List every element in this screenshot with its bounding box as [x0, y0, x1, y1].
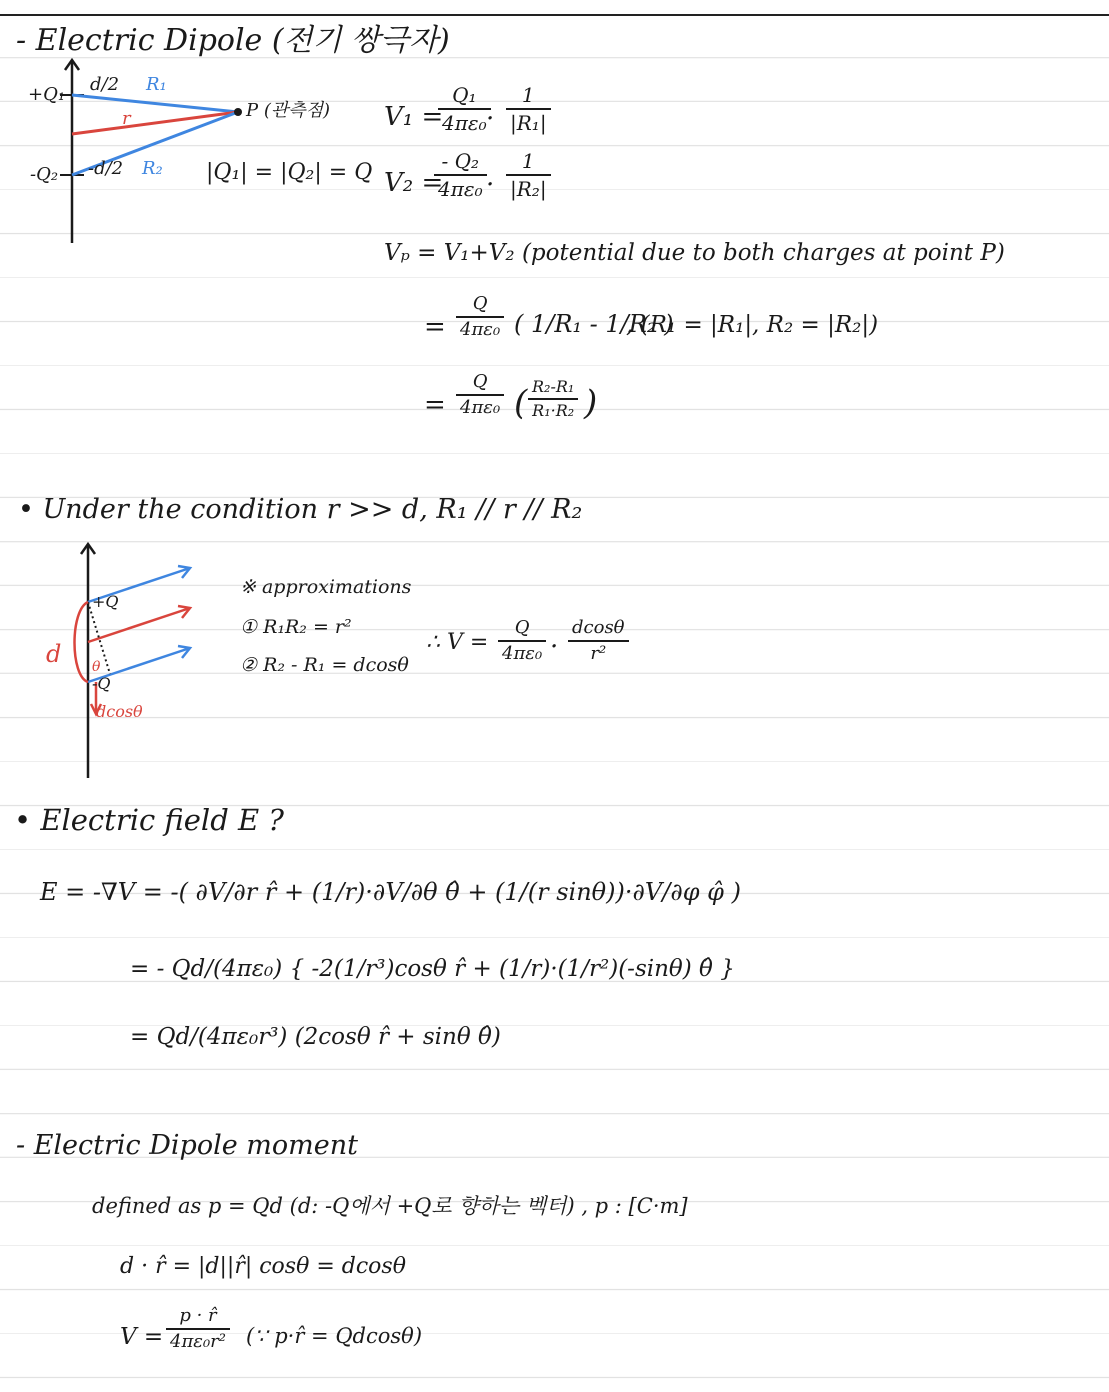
- label-minus-q2: -Q₂: [30, 164, 59, 185]
- label-R1: R₁: [146, 74, 167, 95]
- label-Q-top: +Q: [92, 592, 119, 611]
- result-frac1: $\frac{Q}{\text{4πε₀}}$: [498, 618, 546, 664]
- condition-line: • Under the condition r >> d, R₁ // r // R₂: [18, 494, 583, 525]
- moment-def: defined as p = Qd (d: -Q에서 +Q로 향하는 벡터) , p : [C·m]: [92, 1194, 688, 1218]
- moment-v-frac: $\frac{p \cdot r̂}{\text{4πε₀r²}}$: [166, 1306, 230, 1352]
- line2-paren: ( 1/R₁ - 1/R₂ ): [514, 310, 674, 338]
- v1-lhs: V₁ =: [384, 102, 444, 132]
- label-Q-bot: -Q: [92, 674, 111, 693]
- line3-eq: =: [424, 390, 446, 420]
- label-plus-q1: +Q₁: [28, 84, 66, 105]
- paren-close: ): [584, 383, 598, 423]
- paren-open: (: [514, 383, 528, 423]
- moment-dot: d · r̂ = |d||r̂| cosθ = dcosθ: [120, 1254, 406, 1279]
- section-title-moment: - Electric Dipole moment: [16, 1130, 358, 1161]
- label-r: r: [122, 108, 131, 129]
- magnitude-eq: |Q₁| = |Q₂| = Q: [206, 160, 373, 185]
- label-dcos: dcosθ: [96, 702, 143, 721]
- line2-note: , (R₁ = |R₁|, R₂ = |R₂|): [626, 312, 879, 338]
- result-lhs: ∴ V =: [426, 630, 489, 655]
- label-d-half: d/2: [90, 74, 120, 95]
- label-minus-d-half: -d/2: [88, 158, 124, 179]
- line3-inner-frac: $\frac{\text{R₂-R₁}}{\text{R₁·R₂}}$: [528, 378, 578, 419]
- v2-lhs: V₂ =: [384, 168, 444, 198]
- approx-1: ① R₁R₂ = r²: [240, 616, 352, 638]
- label-theta: θ: [92, 659, 101, 675]
- field-line1: E = -∇V = -( ∂V/∂r r̂ + (1/r)·∂V/∂θ θ̂ + (1/(r sinθ))·∂V/∂φ φ̂ ): [40, 878, 741, 906]
- v1-frac1: $\frac{\text{Q₁}}{\text{4πε₀}}$: [438, 84, 491, 134]
- dot: ·: [486, 170, 495, 200]
- approx-2: ② R₂ - R₁ = dcosθ: [240, 654, 409, 676]
- top-rule: [0, 14, 1109, 16]
- v2-frac1: $\frac{\text{- Q₂}}{\text{4πε₀}}$: [434, 150, 487, 200]
- line2-frac: $\frac{Q}{\text{4πε₀}}$: [456, 294, 504, 340]
- dipole-diagram: [20, 58, 350, 258]
- label-d: d: [46, 640, 62, 668]
- line3-frac: $\frac{Q}{\text{4πε₀}}$: [456, 372, 504, 418]
- moment-v-note: (∵ p·r̂ = Qdcosθ): [246, 1324, 423, 1348]
- line2-eq: =: [424, 312, 446, 342]
- moment-v-lhs: V =: [120, 1324, 164, 1350]
- label-R2: R₂: [142, 158, 163, 179]
- v1-frac2: $\frac{1}{\text{|R₁|}}$: [506, 84, 551, 134]
- label-P: P (관측점): [246, 100, 331, 121]
- field-line2: = - Qd/(4πε₀) { -2(1/r³)cosθ r̂ + (1/r)·(1/r²)(-sinθ) θ̂ }: [130, 956, 735, 982]
- section-title-field: • Electric field E ?: [14, 803, 284, 837]
- section-title-dipole: - Electric Dipole (전기 쌍극자): [16, 23, 450, 58]
- vp-line: Vₚ = V₁+V₂ (potential due to both charges at point P): [384, 240, 1005, 266]
- result-frac2: $\frac{dcos\theta}{\text{r²}}$: [568, 618, 629, 664]
- v2-frac2: $\frac{1}{\text{|R₂|}}$: [506, 150, 551, 200]
- field-line3: = Qd/(4πε₀r³) (2cosθ r̂ + sinθ θ̂): [130, 1024, 501, 1050]
- approx-title: ※ approximations: [240, 576, 412, 598]
- dot: ·: [550, 632, 559, 662]
- dot: ·: [486, 104, 495, 134]
